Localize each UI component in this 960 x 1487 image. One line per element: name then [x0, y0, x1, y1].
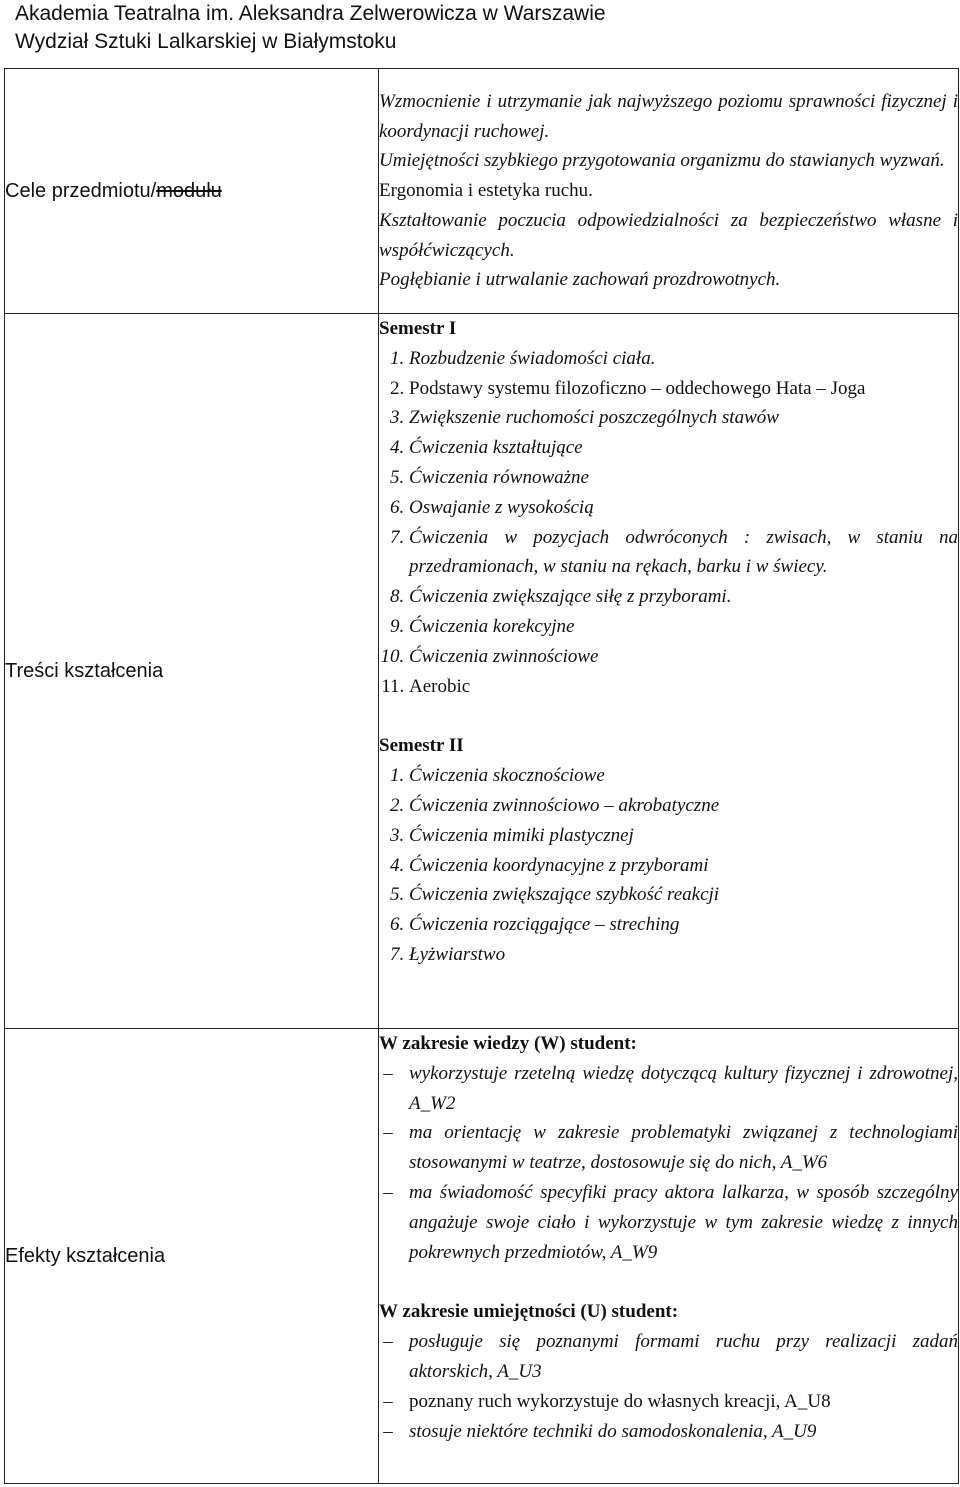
list-item: 9. Ćwiczenia korekcyjne [409, 612, 958, 642]
dash-bullet: – [383, 1331, 393, 1353]
dash-bullet: – [383, 1122, 393, 1144]
document-header [15, 0, 955, 56]
list-item: 2. Ćwiczenia zwinnościowo – akrobatyczne [409, 791, 958, 821]
dash-bullet: – [383, 1420, 393, 1442]
list-item: – stosuje niektóre techniki do samodoskonalenia, A_U9 [379, 1417, 958, 1447]
list-item: 7. Łyżwiarstwo [409, 940, 958, 970]
header-academy: Akademia Teatralna im. Aleksandra Zelwerowicza w Warszawie [15, 2, 606, 25]
syllabus-table [4, 68, 959, 1484]
list-item: – ma orientację w zakresie problematyki związanej z technologiami stosowanymi w teatrze, dostosowuje się do nich, A_W6 [379, 1118, 958, 1178]
spacer [379, 701, 958, 731]
header-faculty: Wydział Sztuki Lalkarskiej w Białymstoku [15, 30, 397, 53]
list-item: – wykorzystuje rzetelną wiedzę dotyczącą kultury fizycznej i zdrowotnej, A_W2 [379, 1059, 958, 1119]
list-item: 5. Ćwiczenia równoważne [409, 463, 958, 493]
cele-line: Pogłębianie i utrwalanie zachowań prozdrowotnych. [379, 269, 781, 291]
list-item: 1. Ćwiczenia skocznościowe [409, 761, 958, 791]
label-cele: Cele przedmiotu/modułu [5, 69, 379, 314]
struck-text: modułu [156, 179, 222, 202]
cele-line: Wzmocnienie i utrzymanie jak najwyższego poziomu sprawności fizycznej i koordynacji ruchowej. [379, 90, 958, 142]
skills-title: W zakresie umiejętności (U) student: [379, 1301, 679, 1323]
list-item: 6. Oswajanie z wysokością [409, 493, 958, 523]
semester-2-list [379, 761, 958, 970]
knowledge-list [379, 1059, 958, 1268]
list-item: – posługuje się poznanymi formami ruchu przy realizacji zadań aktorskich, A_U3 [379, 1327, 958, 1387]
list-item: 3. Ćwiczenia mimiki plastycznej [409, 821, 958, 851]
cele-line: Ergonomia i estetyka ruchu. [379, 180, 593, 202]
row-tresci [5, 314, 959, 1029]
label-tresci: Treści kształcenia [5, 314, 379, 1029]
content-cele [379, 69, 959, 314]
list-item: 4. Ćwiczenia kształtujące [409, 433, 958, 463]
row-efekty [5, 1029, 959, 1484]
semester-1-list [379, 344, 958, 702]
list-item: – ma świadomość specyfiki pracy aktora lalkarza, w sposób szczególny angażuje swoje ciało i wykorzystuje w tym zakresie wiedzę z innych pokrewnych przedmiotów, A_W9 [379, 1178, 958, 1267]
list-item: 1. Rozbudzenie świadomości ciała. [409, 344, 958, 374]
semester-2-title: Semestr II [379, 735, 464, 757]
dash-bullet: – [383, 1390, 393, 1412]
cele-line: Kształtowanie poczucia odpowiedzialności za bezpieczeństwo własne i współćwiczących. [379, 209, 958, 261]
skills-list [379, 1327, 958, 1446]
list-item: 3. Zwiększenie ruchomości poszczególnych stawów [409, 403, 958, 433]
list-item: 11. Aerobic [409, 672, 958, 702]
cele-line: Umiejętności szybkiego przygotowania organizmu do stawianych wyzwań. [379, 150, 945, 172]
list-item: 6. Ćwiczenia rozciągające – streching [409, 910, 958, 940]
list-item: 2. Podstawy systemu filozoficzno – oddechowego Hata – Joga [409, 374, 958, 404]
list-item: 4. Ćwiczenia koordynacyjne z przyborami [409, 851, 958, 881]
list-item: 5. Ćwiczenia zwiększające szybkość reakcji [409, 880, 958, 910]
spacer [379, 1267, 958, 1297]
dash-bullet: – [383, 1062, 393, 1084]
semester-1-title: Semestr I [379, 318, 457, 339]
list-item: 10. Ćwiczenia zwinnościowe [409, 642, 958, 672]
list-item: – poznany ruch wykorzystuje do własnych kreacji, A_U8 [379, 1387, 958, 1417]
row-cele [5, 69, 959, 314]
content-efekty [379, 1029, 959, 1484]
knowledge-title: W zakresie wiedzy (W) student: [379, 1033, 637, 1054]
label-efekty: Efekty kształcenia [5, 1029, 379, 1484]
list-item: 7. Ćwiczenia w pozycjach odwróconych : zwisach, w staniu na przedramionach, w staniu na rękach, barku i w świecy. [409, 523, 958, 583]
content-tresci [379, 314, 959, 1029]
dash-bullet: – [383, 1181, 393, 1203]
list-item: 8. Ćwiczenia zwiększające siłę z przyborami. [409, 582, 958, 612]
